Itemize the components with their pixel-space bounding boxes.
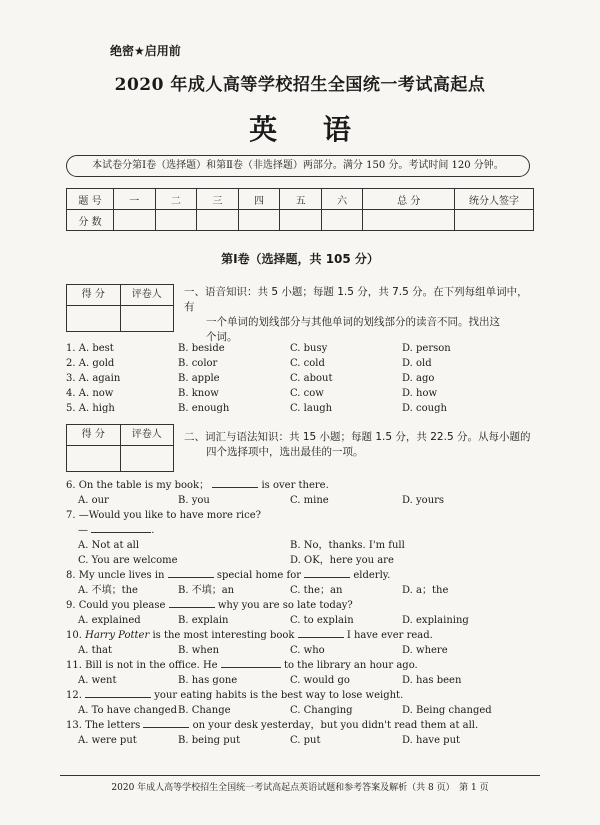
- score-header: 五: [280, 189, 322, 210]
- option[interactable]: B. beside: [178, 343, 225, 354]
- exam-title: 2020 年成人高等学校招生全国统一考试高起点: [114, 75, 486, 95]
- option[interactable]: D. a；the: [402, 585, 449, 596]
- option[interactable]: D. yours: [402, 495, 445, 506]
- option[interactable]: B. apple: [178, 373, 220, 384]
- option[interactable]: 1. A. best: [66, 343, 114, 354]
- option[interactable]: D. how: [402, 388, 438, 399]
- option[interactable]: C. Changing: [290, 705, 353, 716]
- question-row: [66, 401, 536, 416]
- option[interactable]: 3. A. again: [66, 373, 121, 384]
- grader-reviewer-label: 评卷人: [131, 289, 162, 300]
- option[interactable]: D. old: [402, 358, 432, 369]
- options-row: [66, 583, 540, 598]
- answer-blank[interactable]: [168, 568, 214, 578]
- option[interactable]: 2. A. gold: [66, 358, 115, 369]
- answer-blank[interactable]: [143, 718, 189, 728]
- score-cell[interactable]: [321, 210, 363, 231]
- page-footer: 2020 年成人高等学校招生全国统一考试高起点英语试题和参考答案及解析（共 8 页） 第 1 页: [60, 775, 540, 793]
- option[interactable]: B. enough: [178, 403, 230, 414]
- answer-blank[interactable]: [221, 658, 281, 668]
- option[interactable]: A. that: [78, 645, 113, 656]
- answer-blank[interactable]: [85, 688, 151, 698]
- option[interactable]: B. you: [178, 495, 210, 506]
- options-row: [66, 703, 540, 718]
- option[interactable]: A. 不填；the: [78, 585, 138, 596]
- option[interactable]: B. know: [178, 388, 219, 399]
- option[interactable]: A. explained: [78, 615, 141, 626]
- answer-blank[interactable]: [212, 478, 258, 488]
- section2-heading-line: 四个选择项中，选出最佳的一项。: [206, 446, 364, 458]
- option[interactable]: D. has been: [402, 675, 462, 686]
- options-row: [66, 538, 540, 553]
- option[interactable]: C. to explain: [290, 615, 354, 626]
- answer-line: — .: [78, 525, 155, 536]
- section2-heading: [184, 430, 536, 460]
- score-header: 题 号: [67, 189, 114, 210]
- options-row: [66, 733, 540, 748]
- section2-heading-line: 二、词汇与语法知识：共 15 小题；每题 1.5 分，共 22.5 分。从每小题的: [184, 431, 531, 443]
- option[interactable]: A. To have changed: [78, 705, 177, 716]
- question-stem: 8. My uncle lives in special home for elderly.: [66, 570, 391, 581]
- answer-blank[interactable]: [169, 598, 215, 608]
- score-cell[interactable]: [155, 210, 197, 231]
- option[interactable]: D. person: [402, 343, 451, 354]
- option[interactable]: B. color: [178, 358, 218, 369]
- confidential-label: 绝密★启用前: [110, 44, 181, 58]
- options-row: [66, 613, 540, 628]
- options-row: [66, 553, 540, 568]
- grader-score-label: 得 分: [67, 285, 121, 305]
- grader-score-cell[interactable]: [67, 306, 121, 331]
- question-stem: 11. Bill is not in the office. He to the library an hour ago.: [66, 660, 418, 671]
- option[interactable]: B. when: [178, 645, 220, 656]
- options-row: [66, 493, 540, 508]
- options-row: [66, 673, 540, 688]
- question-stem: 12. your eating habits is the best way to lose weight.: [66, 690, 404, 701]
- option[interactable]: D. cough: [402, 403, 447, 414]
- grader-reviewer-cell[interactable]: [121, 306, 174, 331]
- option[interactable]: C. put: [290, 735, 321, 746]
- section1-heading: [184, 285, 534, 345]
- section1-heading-line: 一个单词的划线部分与其他单词的划线部分的读音不同。找出这: [206, 316, 500, 328]
- options-row: [66, 643, 540, 658]
- question-stem: 7. —Would you like to have more rice?: [66, 510, 262, 521]
- option[interactable]: C. laugh: [290, 403, 333, 414]
- option[interactable]: C. mine: [290, 495, 329, 506]
- score-header: 二: [155, 189, 197, 210]
- option[interactable]: C. cow: [290, 388, 324, 399]
- option[interactable]: C. cold: [290, 358, 325, 369]
- part-title: 第Ⅰ卷（选择题，共 105 分）: [221, 252, 379, 266]
- option[interactable]: C. You are welcome: [78, 555, 178, 566]
- book-title: Harry Potter: [85, 630, 150, 641]
- score-cell[interactable]: [455, 210, 534, 231]
- score-header: 一: [114, 189, 156, 210]
- grader-reviewer-label: 评卷人: [131, 429, 162, 440]
- option[interactable]: B. has gone: [178, 675, 238, 686]
- answer-blank[interactable]: [91, 523, 151, 533]
- subject-title: 英 语: [249, 113, 369, 146]
- option[interactable]: 5. A. high: [66, 403, 115, 414]
- question-stem: 13. The letters on your desk yesterday，but you didn't read them at all.: [66, 720, 479, 731]
- score-cell[interactable]: [197, 210, 239, 231]
- option[interactable]: A. our: [78, 495, 109, 506]
- option[interactable]: A. went: [78, 675, 117, 686]
- option[interactable]: B. Change: [178, 705, 231, 716]
- option[interactable]: B. 不填；an: [178, 585, 235, 596]
- answer-blank[interactable]: [304, 568, 350, 578]
- question-row: [66, 371, 536, 386]
- section1-heading-line: 一、语音知识：共 5 小题；每题 1.5 分，共 7.5 分。在下列每组单词中，有: [184, 286, 528, 313]
- section2-questions: [66, 478, 540, 748]
- option[interactable]: D. OK，here you are: [290, 555, 394, 566]
- instructions-box: 本试卷分第Ⅰ卷（选择题）和第Ⅱ卷（非选择题）两部分。满分 150 分。考试时间 120 分钟。: [66, 155, 530, 177]
- option[interactable]: A. Not at all: [78, 540, 140, 551]
- grader-reviewer-cell[interactable]: [121, 446, 174, 471]
- question-row: [66, 341, 536, 356]
- option[interactable]: D. Being changed: [402, 705, 492, 716]
- option[interactable]: B. being put: [178, 735, 241, 746]
- question-stem: 9. Could you please why you are so late today?: [66, 600, 353, 611]
- option[interactable]: D. ago: [402, 373, 435, 384]
- score-header: 四: [238, 189, 280, 210]
- answer-blank[interactable]: [298, 628, 344, 638]
- score-header: 六: [321, 189, 363, 210]
- option[interactable]: D. have put: [402, 735, 461, 746]
- section1-heading-line: 个词。: [206, 331, 238, 343]
- score-cell[interactable]: [114, 210, 156, 231]
- question-stem: 6. On the table is my book； is over there.: [66, 480, 329, 491]
- option[interactable]: C. busy: [290, 343, 328, 354]
- option[interactable]: C. would go: [290, 675, 350, 686]
- option[interactable]: D. explaining: [402, 615, 469, 626]
- question-row: [66, 386, 536, 401]
- score-header: 三: [197, 189, 239, 210]
- option[interactable]: B. No，thanks. I'm full: [290, 540, 405, 551]
- score-header: 总 分: [363, 189, 455, 210]
- score-table: [66, 188, 534, 231]
- score-header: 统分人签字: [455, 189, 534, 210]
- section1-questions: [66, 341, 536, 416]
- option[interactable]: C. the；an: [290, 585, 343, 596]
- score-cell[interactable]: [238, 210, 280, 231]
- score-row-label: 分 数: [67, 210, 114, 231]
- score-cell[interactable]: [280, 210, 322, 231]
- grader-box: [66, 284, 174, 332]
- grader-score-cell[interactable]: [67, 446, 121, 471]
- option[interactable]: C. who: [290, 645, 325, 656]
- option[interactable]: B. explain: [178, 615, 229, 626]
- score-cell[interactable]: [363, 210, 455, 231]
- option[interactable]: D. where: [402, 645, 448, 656]
- grader-score-label: 得 分: [67, 425, 121, 445]
- question-row: [66, 356, 536, 371]
- grader-box: [66, 424, 174, 472]
- question-stem: 10. Harry Potter is the most interesting book I have ever read.: [66, 630, 433, 641]
- option[interactable]: A. were put: [78, 735, 137, 746]
- option[interactable]: 4. A. now: [66, 388, 114, 399]
- option[interactable]: C. about: [290, 373, 333, 384]
